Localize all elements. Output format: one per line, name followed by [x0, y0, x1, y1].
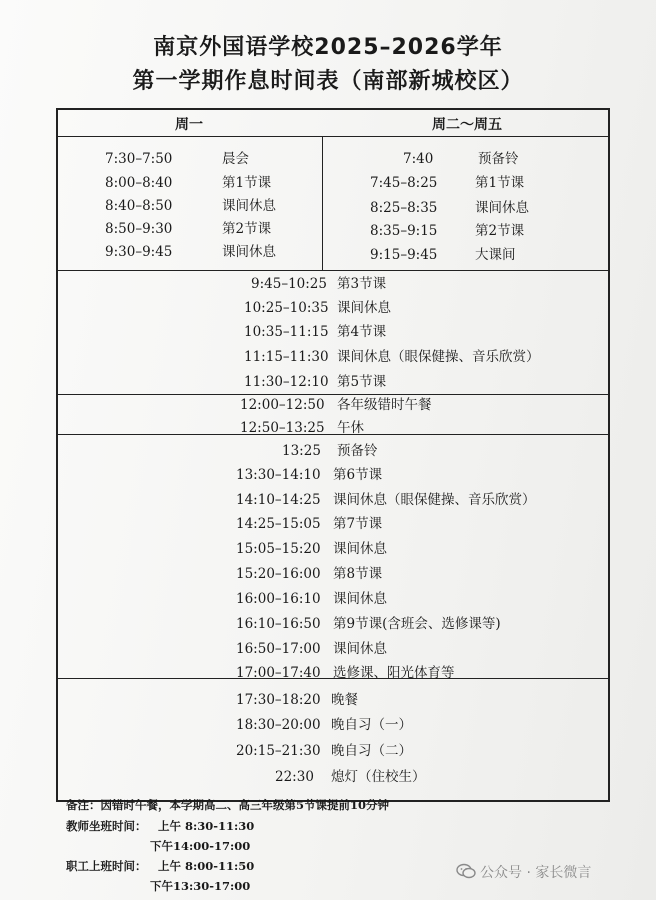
afternoon-row-time: 14:25–15:05 — [236, 516, 321, 532]
tuefri-row-label: 第2节课 — [475, 223, 525, 239]
evening-row-label: 晚餐 — [331, 692, 358, 708]
afternoon-row-time: 16:50–17:00 — [236, 641, 321, 657]
staff-hours-label: 职工上班时间： — [66, 859, 147, 873]
noon-row-label: 午休 — [337, 420, 364, 436]
evening-row-label: 熄灯（住校生） — [331, 769, 426, 785]
mon-row-label: 课间休息 — [222, 198, 276, 214]
evening-row-time: 17:30–18:20 — [236, 692, 321, 708]
section-divider-late-morning — [56, 270, 610, 271]
afternoon-row-time: 15:20–16:00 — [236, 566, 321, 582]
mon-row-time: 8:50–9:30 — [105, 221, 173, 237]
late-morning-row-time: 10:25–10:35 — [244, 300, 329, 316]
afternoon-row-time: 13:25 — [282, 443, 321, 459]
teacher-hours-label: 教师坐班时间： — [66, 819, 147, 833]
afternoon-row-label: 课间休息 — [333, 641, 387, 657]
page-title-line2: 第一学期作息时间表（南部新城校区） — [132, 69, 524, 94]
afternoon-row-label: 第9节课(含班会、选修课等) — [333, 616, 501, 632]
afternoon-row-label: 第6节课 — [333, 467, 383, 483]
tuefri-row-label: 大课间 — [475, 247, 516, 263]
afternoon-row-time: 13:30–14:10 — [236, 467, 321, 483]
afternoon-row-label: 选修课、阳光体育等 — [333, 665, 455, 681]
evening-row-label: 晚自习（一） — [331, 717, 412, 733]
teacher-hours-pm: 下午14:00-17:00 — [150, 839, 251, 853]
remark-note: 备注：因错时午餐，本学期高二、高三年级第5节课提前10分钟 — [66, 798, 390, 812]
noon-row-time: 12:50–13:25 — [240, 420, 325, 436]
header-divider — [56, 136, 610, 137]
afternoon-row-time: 16:00–16:10 — [236, 591, 321, 607]
late-morning-row-label: 课间休息 — [337, 300, 391, 316]
tuefri-row-label: 第1节课 — [475, 175, 525, 191]
afternoon-row-time: 17:00–17:40 — [236, 665, 321, 681]
mon-row-time: 8:40–8:50 — [105, 198, 173, 214]
teacher-hours-am: 上午 8:30-11:30 — [158, 819, 255, 833]
morning-column-divider — [322, 136, 323, 270]
tuefri-row-label: 课间休息 — [475, 200, 529, 216]
wechat-icon — [456, 863, 476, 879]
evening-row-time: 22:30 — [275, 769, 314, 785]
late-morning-row-time: 10:35–11:15 — [244, 324, 329, 340]
mon-row-label: 晨会 — [222, 151, 249, 167]
staff-hours-pm: 下午13:30-17:00 — [150, 879, 251, 893]
late-morning-row-time: 11:15–11:30 — [244, 349, 329, 365]
afternoon-row-label: 第8节课 — [333, 566, 383, 582]
late-morning-row-time: 9:45–10:25 — [251, 276, 327, 292]
watermark-text: 公众号 · 家长微言 — [480, 865, 592, 881]
tuefri-row-time: 7:45–8:25 — [370, 175, 438, 191]
section-divider-noon — [56, 394, 610, 395]
mon-row-label: 课间休息 — [222, 244, 276, 260]
tuefri-row-time: 8:35–9:15 — [370, 223, 438, 239]
noon-row-label: 各年级错时午餐 — [337, 397, 432, 413]
afternoon-row-label: 课间休息（眼保健操、音乐欣赏） — [333, 492, 536, 508]
evening-row-time: 18:30–20:00 — [236, 717, 321, 733]
tuefri-row-time: 8:25–8:35 — [370, 200, 438, 216]
tuefri-row-time: 7:40 — [403, 151, 434, 167]
afternoon-row-label: 课间休息 — [333, 591, 387, 607]
mon-row-time: 7:30–7:50 — [105, 151, 173, 167]
afternoon-row-time: 16:10–16:50 — [236, 616, 321, 632]
mon-row-time: 9:30–9:45 — [105, 244, 173, 260]
mon-row-label: 第2节课 — [222, 221, 272, 237]
afternoon-row-label: 课间休息 — [333, 541, 387, 557]
mon-row-label: 第1节课 — [222, 175, 272, 191]
mon-row-time: 8:00–8:40 — [105, 175, 173, 191]
header-monday: 周一 — [175, 117, 203, 133]
noon-row-time: 12:00–12:50 — [240, 397, 325, 413]
afternoon-row-time: 15:05–15:20 — [236, 541, 321, 557]
afternoon-row-label: 第7节课 — [333, 516, 383, 532]
late-morning-row-label: 第5节课 — [337, 374, 387, 390]
afternoon-row-label: 预备铃 — [337, 443, 378, 459]
afternoon-row-time: 14:10–14:25 — [236, 492, 321, 508]
late-morning-row-label: 课间休息（眼保健操、音乐欣赏） — [337, 349, 540, 365]
page-title-line1: 南京外国语学校2025–2026学年 — [153, 35, 503, 60]
header-tue-fri: 周二～周五 — [432, 117, 502, 133]
late-morning-row-time: 11:30–12:10 — [244, 374, 329, 390]
tuefri-row-label: 预备铃 — [478, 151, 519, 167]
evening-row-time: 20:15–21:30 — [236, 743, 321, 759]
late-morning-row-label: 第4节课 — [337, 324, 387, 340]
evening-row-label: 晚自习（二） — [331, 743, 412, 759]
staff-hours-am: 上午 8:00-11:50 — [158, 859, 255, 873]
late-morning-row-label: 第3节课 — [337, 276, 387, 292]
tuefri-row-time: 9:15–9:45 — [370, 247, 438, 263]
section-divider-afternoon — [56, 434, 610, 435]
